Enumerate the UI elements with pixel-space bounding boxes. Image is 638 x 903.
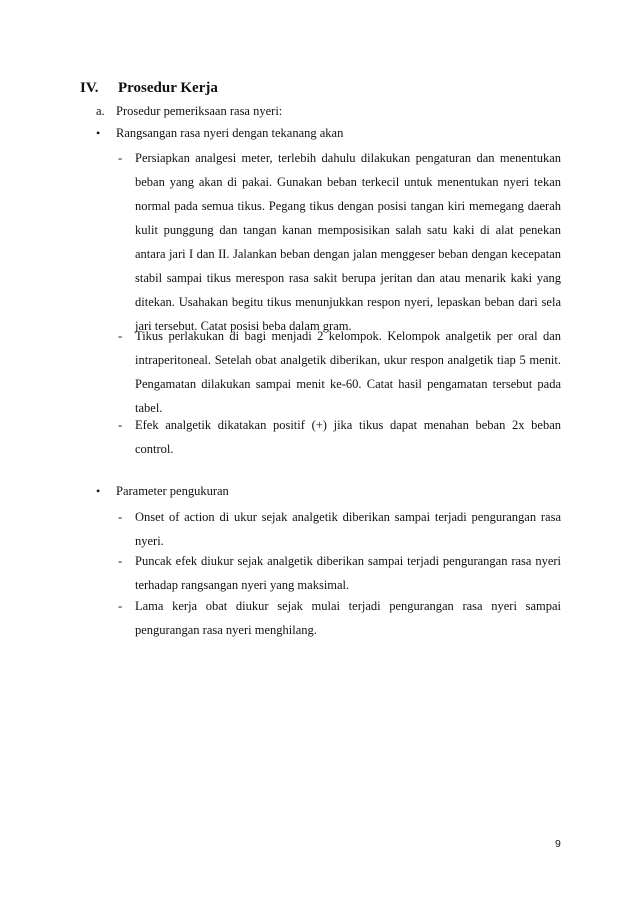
- list-item-text: Efek analgetik dikatakan positif (+) jika tikus dapat menahan beban 2x beban control.: [135, 418, 561, 456]
- list-item-text: Persiapkan analgesi meter, terlebih dahulu dilakukan pengaturan dan menentukan beban yang akan di pakai. Gunakan beban terkecil untuk menentukan nyeri tekan normal pada semua tikus. Pegang tikus dengan posisi tangan kiri memegang daerah kulit punggung dan tangan kanan memposisikan salah satu kaki di alat penekan antara jari I dan II. Jalankan beban dengan jalan menggeser beban dengan kecepatan stabil sampai tikus merespon rasa sakit berupa jeritan dan atau menarik kaki yang ditekan. Usahakan begitu tikus menunjukkan respon nyeri, lepaskan beban dari sela jari tersebut. Catat posisi beba dalam gram.: [135, 151, 561, 333]
- subsection-a-text: Prosedur pemeriksaan rasa nyeri:: [116, 104, 283, 118]
- section-number: IV.: [80, 80, 99, 96]
- bullet-parameter-text: Parameter pengukuran: [116, 484, 229, 498]
- list-item: [118, 594, 561, 642]
- dash-marker: -: [118, 510, 123, 524]
- subsection-a-label: a.: [96, 104, 105, 118]
- dash-marker: -: [118, 151, 123, 165]
- list-item: [118, 505, 561, 553]
- list-item-text: Puncak efek diukur sejak analgetik diberikan sampai terjadi pengurangan rasa nyeri terhadap rangsangan nyeri yang maksimal.: [135, 554, 561, 592]
- list-item: [118, 413, 561, 461]
- dash-marker: -: [118, 599, 123, 613]
- dash-marker: -: [118, 554, 123, 568]
- page-number: 9: [555, 838, 561, 850]
- list-item: [118, 146, 561, 338]
- list-item-text: Tikus perlakukan di bagi menjadi 2 kelompok. Kelompok analgetik per oral dan intraperitoneal. Setelah obat analgetik diberikan, ukur respon analgetik tiap 5 menit. Pengamatan dilakukan sampai menit ke-60. Catat hasil pengamatan tersebut pada tabel.: [135, 329, 561, 415]
- bullet-icon: •: [96, 484, 101, 498]
- list-item: [118, 549, 561, 597]
- dash-marker: -: [118, 418, 123, 432]
- list-item-text: Onset of action di ukur sejak analgetik diberikan sampai terjadi pengurangan rasa nyeri.: [135, 510, 561, 548]
- bullet-icon: •: [96, 126, 101, 140]
- dash-marker: -: [118, 329, 123, 343]
- section-title: Prosedur Kerja: [118, 80, 218, 96]
- list-item-text: Lama kerja obat diukur sejak mulai terjadi pengurangan rasa nyeri sampai pengurangan rasa nyeri menghilang.: [135, 599, 561, 637]
- bullet-rangsangan-text: Rangsangan rasa nyeri dengan tekanang akan: [116, 126, 344, 140]
- list-item: [118, 324, 561, 420]
